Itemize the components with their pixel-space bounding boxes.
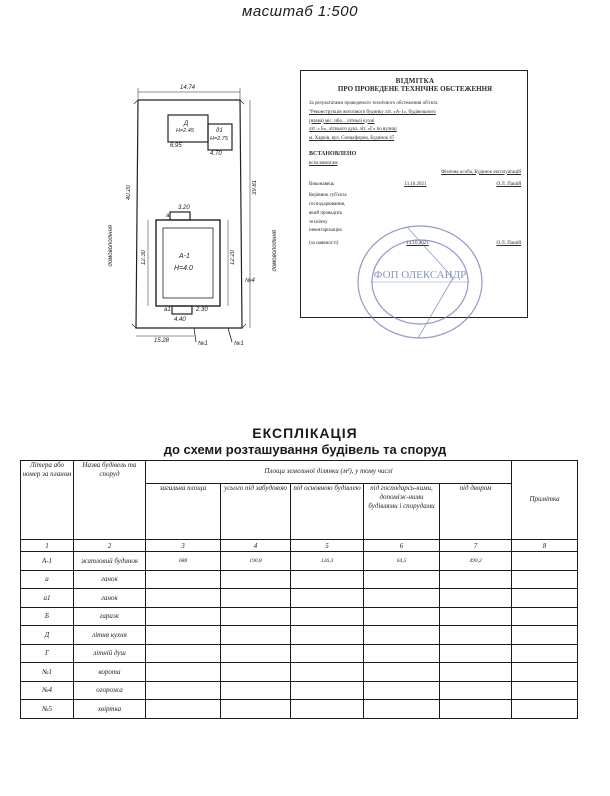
lot-boundary <box>136 100 242 328</box>
cell-code: Б <box>21 607 74 626</box>
header-note: Примітка <box>512 461 578 540</box>
cell-name: огорожа <box>74 681 146 700</box>
column-number: 2 <box>74 540 146 552</box>
notice-line: За результатами проведеного технічного обстеження об'єкта <box>309 101 438 106</box>
header-total: загальна площа <box>146 484 221 540</box>
dim-12-20: 12.20 <box>230 250 236 266</box>
signer-date: 13.10.2021 <box>406 241 429 246</box>
signer-name: О.Л. Пашій <box>496 241 521 246</box>
column-numbers-row <box>21 540 578 552</box>
notice-line: інвентаризацію <box>309 228 342 234</box>
fence-label: №4 <box>245 278 255 284</box>
cell-name: гараж <box>74 607 146 626</box>
executor-name: О.Л. Пашій <box>496 182 521 188</box>
table-row <box>21 644 578 663</box>
dim-2-30: 2.30 <box>196 307 208 313</box>
header-built: усього під забудовою <box>221 484 291 540</box>
main-building-height: Н=4.0 <box>174 265 193 272</box>
header-yard: під двором <box>440 484 512 540</box>
building-d1-height: Н=2.75 <box>210 136 228 142</box>
cell-code: Г <box>21 644 74 663</box>
cell-yard: 499,2 <box>440 552 512 571</box>
building-a1 <box>156 220 220 306</box>
dim-right-height: 39.81 <box>252 180 258 196</box>
dim-12-30: 12.30 <box>141 250 147 266</box>
cell-code: а <box>21 570 74 589</box>
notice-established: ВСТАНОВЛЕНО <box>309 150 357 157</box>
cell-main: 126,3 <box>291 552 364 571</box>
table-row <box>21 552 578 571</box>
cell-name: хвіртка <box>74 700 146 719</box>
table-row <box>21 681 578 700</box>
column-number: 8 <box>512 540 578 552</box>
cell-code: №5 <box>21 700 74 719</box>
gate-label-1: №1 <box>198 341 208 347</box>
notice-line: (за наявності) <box>309 241 339 246</box>
table-row <box>21 607 578 626</box>
neighbor-right: домоволодіння <box>272 230 278 272</box>
cell-note <box>512 552 578 571</box>
cell-aux: 64,5 <box>364 552 440 571</box>
site-plan <box>100 70 290 365</box>
notice-subtitle: ПРО ПРОВЕДЕНЕ ТЕХНІЧНЕ ОБСТЕЖЕННЯ <box>337 85 493 93</box>
column-number: 7 <box>440 540 512 552</box>
table-row <box>21 570 578 589</box>
dim-bottom-height: 4.40 <box>174 317 186 323</box>
table-row <box>21 663 578 682</box>
dim-3-20: 3.20 <box>178 205 190 211</box>
explication-subtitle: до схеми розташування будівель та споруд <box>163 442 447 457</box>
notice-line: Керівник суб'єкта <box>309 193 347 199</box>
notice-line: м. Харків, вул. Сонцефорна, Будинок 47 <box>309 136 395 141</box>
site-plan-drawing <box>100 70 290 360</box>
header-aux: під господарсь-кими, допоміж-ними будівлями і спорудами <box>364 484 440 540</box>
notice-line: "Реконструкція житлового будинку літ. «А-1», будівельного <box>309 109 436 115</box>
main-building-label: А-1 <box>179 253 190 260</box>
notice-line: Фізична особа, Будинок експлуатацій <box>441 169 521 175</box>
executor-row <box>309 182 521 187</box>
column-number: 1 <box>21 540 74 552</box>
cell-built: 190,8 <box>221 552 291 571</box>
dim-bottom-width: 15.28 <box>154 338 170 344</box>
notice-title: ВІДМІТКА <box>395 77 435 85</box>
cell-name: ворота <box>74 663 146 682</box>
scale-caption: масштаб 1:500 <box>242 3 358 20</box>
building-d-label: Д <box>184 121 189 127</box>
table-row <box>21 700 578 719</box>
table-row <box>21 626 578 645</box>
column-number: 5 <box>291 540 364 552</box>
header-letter: Літера або номер за планом <box>21 461 74 540</box>
cell-name: ганок <box>74 589 146 608</box>
cell-name: літній душ <box>74 644 146 663</box>
cell-code: №4 <box>21 681 74 700</box>
executor-date: 13.10.2021 <box>404 182 427 188</box>
cell-name: літня кухня <box>74 626 146 645</box>
dim-6-95: 6.95 <box>170 143 182 149</box>
porch-a-label: а <box>166 213 170 219</box>
porch-a <box>170 212 190 220</box>
notice-line: господарювання, <box>309 202 346 207</box>
dim-left-height: 40.20 <box>126 185 132 201</box>
notice-line: технічну <box>309 219 328 225</box>
table-row <box>21 589 578 608</box>
seal-stamp-image <box>348 218 498 348</box>
explication-title: ЕКСПЛІКАЦІЯ <box>252 425 358 441</box>
dim-4-70: 4.70 <box>210 151 222 157</box>
explication-table <box>20 460 578 719</box>
notice-line: який провадить <box>309 210 343 216</box>
header-name: Назва будівель та споруд <box>74 461 146 540</box>
column-number: 3 <box>146 540 221 552</box>
notice-line: (назва) міс. ибо... літньої кухні <box>309 118 375 124</box>
porch-a1-label: а1 <box>164 307 171 313</box>
header-main: під основною будівлею <box>291 484 364 540</box>
neighbor-left: домоволодіння <box>108 225 114 267</box>
cell-code: №1 <box>21 663 74 682</box>
gate-label-2: №1 <box>234 341 244 347</box>
column-number: 6 <box>364 540 440 552</box>
building-d-height: Н=2.45 <box>176 128 194 134</box>
cell-code: Д <box>21 626 74 645</box>
cell-name: житловий будинок <box>74 552 146 571</box>
cell-total: 688 <box>146 552 221 571</box>
dim-width-top: 14.74 <box>180 85 196 91</box>
cell-code: а1 <box>21 589 74 608</box>
porch-a1 <box>172 306 192 314</box>
seal-text: ФОП ОЛЕКСАНДР <box>373 269 467 281</box>
header-area: Площа земельної ділянки (м²), у тому числі <box>146 461 512 484</box>
cell-code: А-1 <box>21 552 74 571</box>
notice-line: всім вимогам <box>309 160 338 166</box>
building-d1-label: д1 <box>216 128 223 134</box>
executor-label: Виконавець <box>309 182 335 188</box>
notice-line: літ. « Б», літнього душ. літ. «Г» по вулиці <box>309 127 397 133</box>
cell-name: ганок <box>74 570 146 589</box>
column-number: 4 <box>221 540 291 552</box>
